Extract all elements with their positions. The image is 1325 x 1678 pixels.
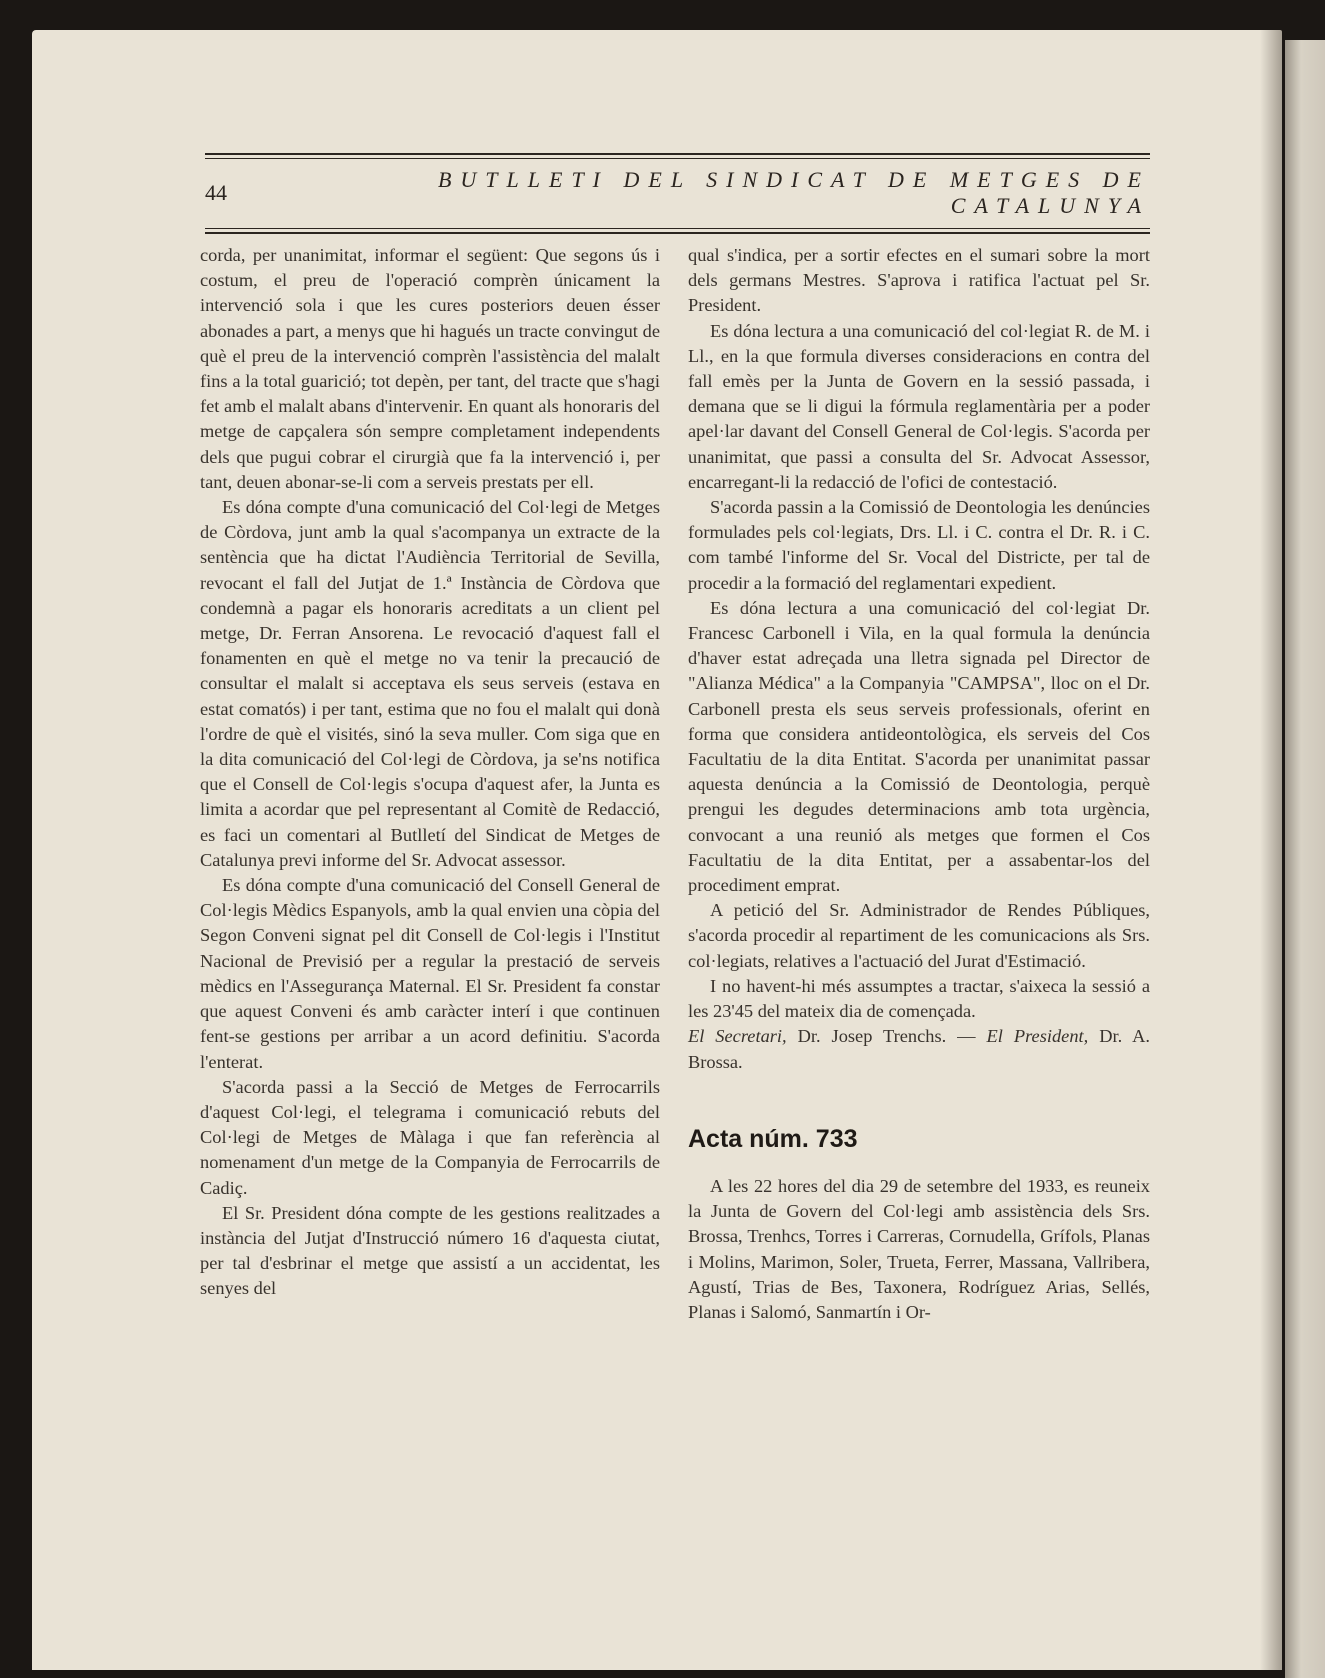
paragraph: Es dóna lectura a una comunicació del col·legiat R. de M. i Ll., en la que formula diverses consideracions en contra del fall emès per la Junta de Govern en la sessió passada, i demana que se li digui la fórmula reglamentària per a poder apel·lar davant del Consell General de Col·legis. S'acorda per unanimitat, que passi a consulta del Sr. Advocat Assessor, encarregant-li la redacció de l'ofici de contestació. [688, 320, 1150, 492]
president-role: El President, [986, 1026, 1089, 1047]
paragraph: Es dóna lectura a una comunicació del col·legiat Dr. Francesc Carbonell i Vila, en la qual formula la denúncia d'haver estat adreçada una lletra signada pel Director de "Alianza Médica" a la Companyia "CAMPSA", lloc on el Dr. Carbonell presta els seus serveis professionals, oferint en forma que considera antideontològica, els serveis del Cos Facultatiu de la dita Entitat. S'acorda per unanimitat passar aquesta denúncia a la Comissió de Deontologia, perquè prengui les degudes determinacions amb tota urgència, convocant a una reunió als metges que formen el Cos Facultatiu de la dita Entitat, per a assabentar-los del procediment emprat. [688, 597, 1150, 896]
page-shadow [1260, 30, 1282, 1670]
paragraph: corda, per unanimitat, informar el següent: Que segons ús i costum, el preu de l'operació comprèn únicament la intervenció sola i que les cures posteriors deuen ésser abonades a part, a menys que hi hagués un tracte convingut de què el preu de la intervenció comprèn l'assistència del malalt fins a la total guarició; tot depèn, per tant, del tracte que s'hagi fet amb el malalt abans d'intervenir. En quant als honoraris del metge de capçalera són sempre completament independents dels que pugui cobrar el cirurgià que fa la intervenció i, per tant, deuen abonar-se-li com a serveis prestats per ell. [200, 245, 660, 492]
running-title: BUTLLETI DEL SINDICAT DE METGES DE CATALUNYA [437, 167, 1150, 218]
paragraph: Es dóna compte d'una comunicació del Col·legi de Metges de Còrdova, junt amb la qual s'acompanya un extracte de la sentència que ha dictat l'Audiència Territorial de Sevilla, revocant el fall del Jutjat de 1.ª Instància de Còrdova que condemnà a pagar els honoraris acreditats a un client pel metge, Dr. Ferran Ansorena. Le revocació d'aquest fall el fonamenten en què el metge no va tenir la precaució de consultar el malalt si acceptava els seus serveis (estava en estat comatós) i per tant, estima que no fou el malalt qui donà l'ordre de què el visités, sinó la seva muller. Com siga que en la dita comunicació del Col·legi de Còrdova, ja se'ns notifica que el Consell de Col·legis s'ocupa d'aquest afer, la Junta es limita a acordar que pel representant al Comitè de Redacció, es faci un comentari al Butlletí del Sindicat de Metges de Catalunya previ informe del Sr. Advocat assessor. [200, 497, 660, 870]
paragraph: S'acorda passi a la Secció de Metges de Ferrocarrils d'aquest Col·legi, el telegrama i comunicació rebuts del Col·legi de Metges de Màlaga i que fan referència al nomenament d'un metge de la Companyia de Ferrocarrils de Cadiç. [200, 1076, 660, 1198]
header-line [205, 159, 1150, 225]
secretary-name: Dr. Josep Trenchs. — [786, 1026, 987, 1047]
president-name: Dr. A. Brossa. [688, 1026, 1150, 1072]
right-column [688, 243, 1150, 1325]
header-rule-bottom [205, 232, 1150, 234]
paragraph: S'acorda passin a la Comissió de Deontologia les denúncies formulades pels col·legiats, Drs. Ll. i C. contra el Dr. R. i C. com també l'informe del Sr. Vocal del Districte, per tal de procedir a la formació del reglamentari expedient. [688, 497, 1150, 593]
page-number: 44 [205, 180, 227, 205]
secretary-role: El Secretari, [688, 1026, 787, 1047]
header-rule-top [205, 153, 1150, 155]
paragraph: I no havent-hi més assumptes a tractar, s'aixeca la sessió a les 23'45 del mateix dia de començada. [688, 975, 1150, 1022]
adjacent-page-edge [1285, 40, 1325, 1678]
signature-line [688, 1024, 1150, 1074]
paragraph: qual s'indica, per a sortir efectes en el sumari sobre la mort dels germans Mestres. S'aprova i ratifica l'actuat pel Sr. President. [688, 245, 1150, 316]
left-column [200, 243, 660, 1302]
acta-heading: Acta núm. 733 [688, 1124, 858, 1153]
page-header [205, 153, 1150, 234]
paragraph: Es dóna compte d'una comunicació del Consell General de Col·legis Mèdics Espanyols, amb la qual envien una còpia del Segon Conveni signat pel dit Consell de Col·legis i l'Institut Nacional de Previsió per a regular la prestació de serveis mèdics en l'Assegurança Maternal. El Sr. President fa constar que aquest Conveni és amb caràcter interí i que continuen fent-se gestions per arribar a un acord definitiu. S'acorda l'enterat. [200, 875, 660, 1072]
paragraph: A les 22 hores del dia 29 de setembre del 1933, es reuneix la Junta de Govern del Col·legi amb assistència dels Srs. Brossa, Trenhcs, Torres i Carreras, Cornudella, Grífols, Planas i Molins, Marimon, Soler, Trueta, Ferrer, Massana, Vallribera, Agustí, Trias de Bes, Taxonera, Rodríguez Arias, Sellés, Planas i Salomó, Sanmartín i Or- [688, 1175, 1150, 1322]
header-rule-bottom-thin [205, 228, 1150, 229]
paragraph: A petició del Sr. Administrador de Rendes Públiques, s'acorda procedir al repartiment de les comunicacions als Srs. col·legiats, relatives a l'actuació del Jurat d'Estimació. [688, 900, 1150, 971]
paragraph: El Sr. President dóna compte de les gestions realitzades a instància del Jutjat d'Instrucció número 16 d'aquesta ciutat, per tal d'esbrinar el metge que assistí a un accidentat, les senyes del [200, 1202, 660, 1299]
